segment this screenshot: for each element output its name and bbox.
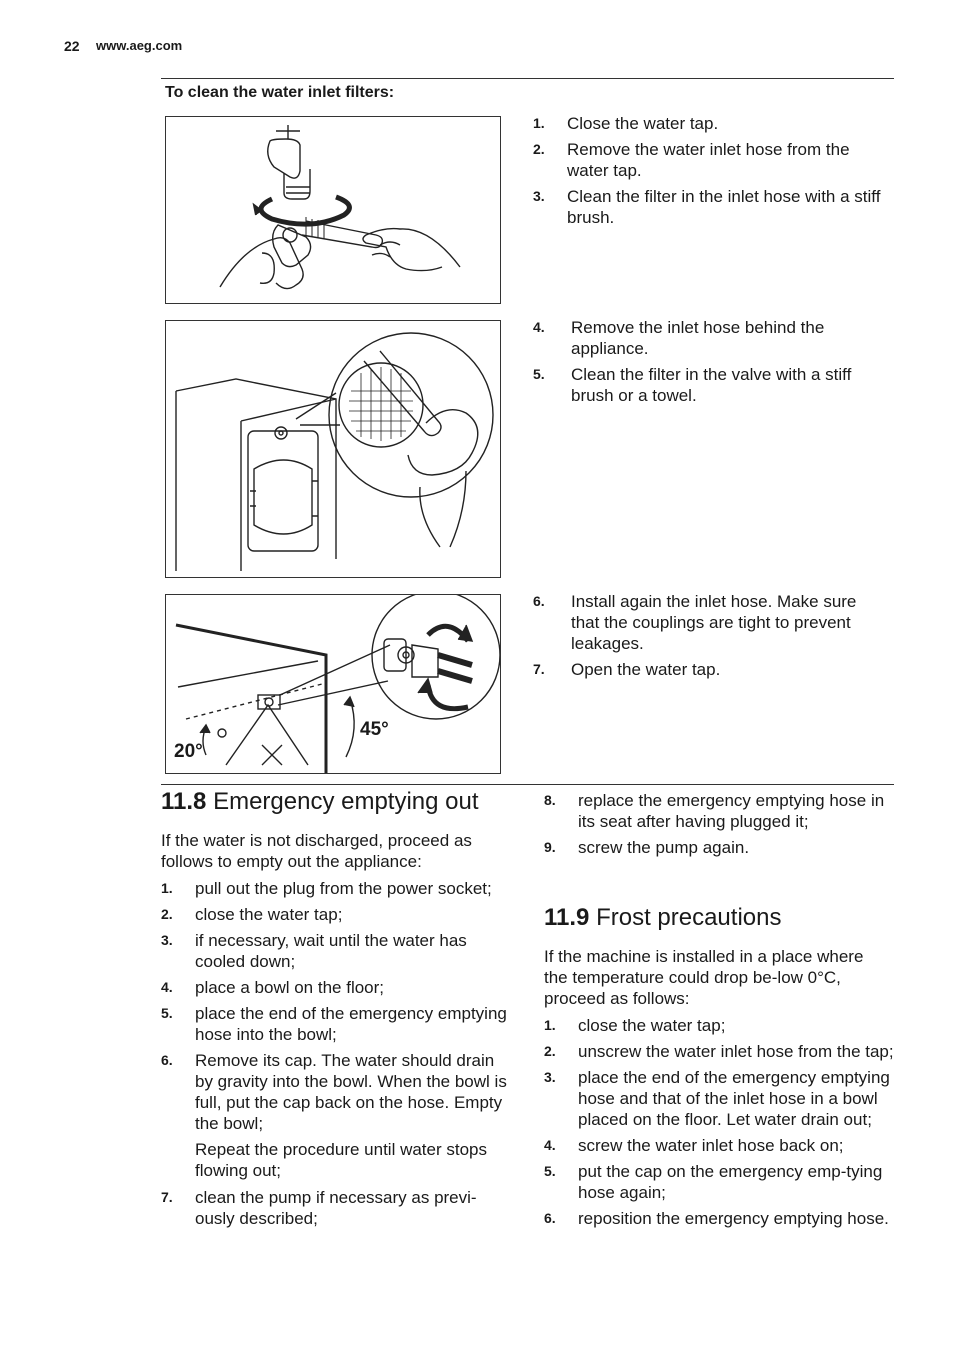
list-item [533, 317, 883, 359]
step-number: 8. [544, 792, 556, 808]
step-number: 1. [533, 115, 545, 131]
step-number: 5. [161, 1005, 173, 1021]
emergency-heading-text: Emergency emptying out [213, 788, 479, 815]
step-number: 6. [161, 1052, 173, 1068]
step-number: 4. [533, 319, 545, 335]
frost-heading-text: Frost precautions [596, 904, 782, 931]
list-item [533, 186, 883, 228]
list-item [161, 1187, 513, 1229]
step-text: Install again the inlet hose. Make sure that the couplings are tight to prevent leakages. [571, 592, 857, 653]
list-item [161, 930, 513, 972]
step-number: 3. [544, 1069, 556, 1085]
step-number: 6. [544, 1210, 556, 1226]
valve-filter-illustration [166, 321, 500, 577]
step-number: 2. [161, 906, 173, 922]
step-text: reposition the emergency emptying hose. [578, 1209, 889, 1228]
step-number: 7. [533, 661, 545, 677]
list-item [544, 1161, 894, 1203]
list-item [161, 878, 513, 899]
step-text: close the water tap; [578, 1016, 726, 1035]
frost-heading [544, 904, 781, 932]
step-text: place the end of the emergency emptying hose into the bowl; [195, 1004, 507, 1044]
step-text: Open the water tap. [571, 660, 721, 679]
step-text: screw the water inlet hose back on; [578, 1136, 844, 1155]
frost-heading-number: 11.9 [544, 904, 590, 931]
reinstall-hose-illustration [166, 595, 500, 773]
step-text: Remove the water inlet hose from the water tap. [567, 140, 850, 180]
step-number: 4. [544, 1137, 556, 1153]
list-item [544, 837, 894, 858]
list-item [533, 139, 883, 181]
header-rule [161, 78, 894, 79]
list-item [161, 904, 513, 925]
list-item [544, 1067, 894, 1130]
inlet-steps-group-3 [533, 591, 883, 685]
step-text: clean the pump if necessary as previ-ously described; [195, 1188, 477, 1228]
list-item [161, 977, 513, 998]
step-text: pull out the plug from the power socket; [195, 879, 492, 898]
list-item [533, 591, 883, 654]
list-item [161, 1050, 513, 1134]
step-number: 2. [533, 141, 545, 157]
site-url[interactable]: www.aeg.com [96, 38, 183, 53]
step-number: 1. [544, 1017, 556, 1033]
angle-20-label: 20° [174, 741, 203, 762]
emergency-intro: If the water is not discharged, proceed as follows to empty out the appliance: [161, 831, 472, 871]
section-rule [161, 784, 894, 785]
frost-steps [544, 1015, 894, 1234]
step-number: 1. [161, 880, 173, 896]
frost-intro: If the machine is installed in a place where the temperature could drop be-low 0°C, proceed as follows: [544, 947, 864, 1008]
emergency-steps [161, 878, 513, 1234]
step-number: 9. [544, 839, 556, 855]
inlet-subheading: To clean the water inlet filters: [165, 84, 395, 101]
step-text: Remove its cap. The water should drain by gravity into the bowl. When the bowl is full, put the cap back on the hose. Empty the bowl; [195, 1051, 507, 1133]
emergency-heading [161, 788, 479, 816]
step-number: 6. [533, 593, 545, 609]
step-text: place the end of the emergency emptying hose and that of the inlet hose in a bowl placed on the floor. Let water drain out; [578, 1068, 890, 1129]
step-text: replace the emergency emptying hose in its seat after having plugged it; [578, 791, 885, 831]
list-item [544, 1208, 894, 1229]
step-text: Clean the filter in the valve with a stiff brush or a towel. [571, 365, 852, 405]
step-text: place a bowl on the floor; [195, 978, 385, 997]
emergency-heading-number: 11.8 [161, 788, 207, 815]
step-text: if necessary, wait until the water has cooled down; [195, 931, 467, 971]
list-item [544, 1041, 894, 1062]
list-item [533, 659, 883, 680]
step-text: Clean the filter in the inlet hose with a stiff brush. [567, 187, 881, 227]
figure-tap-filter [165, 116, 501, 304]
step-text: close the water tap; [195, 905, 343, 924]
list-item [544, 790, 894, 832]
step-number: 7. [161, 1189, 173, 1205]
inlet-steps-group-2 [533, 317, 883, 411]
figure-reinstall-hose [165, 594, 501, 774]
emergency-steps-continued [544, 790, 894, 863]
step-number: 5. [544, 1163, 556, 1179]
list-item [161, 1003, 513, 1045]
list-item [544, 1135, 894, 1156]
step-text: Remove the inlet hose behind the appliance. [571, 318, 825, 358]
list-item [544, 1015, 894, 1036]
step-number: 5. [533, 366, 545, 382]
page-number: 22 [64, 38, 80, 54]
step-number: 3. [161, 932, 173, 948]
step-text: Close the water tap. [567, 114, 719, 133]
step-text: put the cap on the emergency emp-tying hose again; [578, 1162, 883, 1202]
list-item [533, 364, 883, 406]
angle-45-label: 45° [360, 719, 389, 740]
step-number: 2. [544, 1043, 556, 1059]
list-item [533, 113, 883, 134]
inlet-steps-group-1 [533, 113, 883, 233]
step-number: 3. [533, 188, 545, 204]
tap-filter-illustration [166, 117, 500, 303]
step-number: 4. [161, 979, 173, 995]
repeat-note: Repeat the procedure until water stops flowing out; [195, 1140, 488, 1180]
step-text: unscrew the water inlet hose from the tap; [578, 1042, 894, 1061]
step-text: screw the pump again. [578, 838, 750, 857]
figure-valve-filter [165, 320, 501, 578]
